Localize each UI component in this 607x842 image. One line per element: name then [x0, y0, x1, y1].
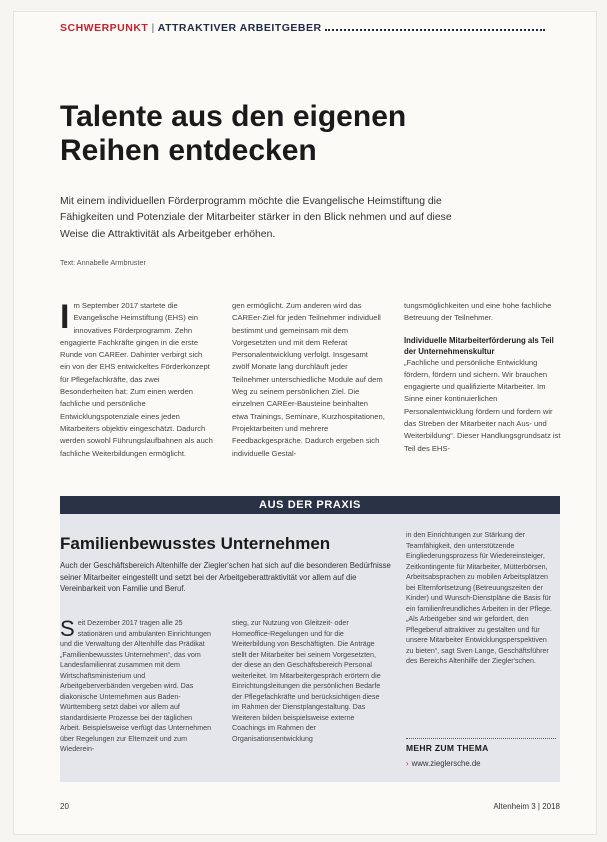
practice-column-2	[232, 618, 384, 780]
section-kicker	[60, 22, 322, 34]
practice-column-1-text: eit Dezember 2017 tragen alle 25 stationären und ambulanten Einrichtungen und die Verwaltung der Altenhilfe das Prädikat „Familienbewusstes Unternehmen“, das vom Landesfamilienrat zusammen mit dem Wirtschaftsministerium und Arbeitgeberverbänden vergeben wird. Das diakonische Unternehmen aus Baden-Württemberg setzt dabei vor allem auf standardisierte Prozesse bei der täglichen Arbeit. Beispielsweise verfügt das Unternehmen über Regelungen zur Elternzeit und zum Wiederein-	[60, 619, 212, 753]
article-column-3	[404, 300, 564, 478]
practice-lead: Auch der Geschäftsbereich Altenhilfe der Ziegler'schen hat sich auf die besonderen Bedürfnisse seiner Mitarbeiter eingestellt und setzt bei der Arbeitgeberattraktivität vor allem auf die Vereinbarkeit von Familie und Beruf.	[60, 561, 391, 594]
practice-column-2-text: stieg, zur Nutzung von Gleitzeit- oder Homeoffice-Regelungen und für die Weiterbildung von Beschäftigten. Die Anträge stellt der Mitarbeiter bei seinem Vorgesetzten, der diese an den Geschäftsbereich Personal weiterleitet. Im Mitarbeitergespräch erörtern die Einrichtungsleitungen die persönlichen Bedarfe der Pflegefachkräfte und berücksichtigen diese im Rahmen der Dienstplangestaltung. Das Weiteren bilden beispielsweise externe Coachings im Rahmen der Organisationsentwicklung	[232, 619, 381, 743]
arrow-right-icon: ›	[406, 759, 409, 768]
topic-label: ATTRAKTIVER ARBEITGEBER	[157, 22, 322, 34]
practice-banner-label: AUS DER PRAXIS	[259, 499, 361, 511]
practice-column-3	[406, 530, 556, 740]
article-lead: Mit einem individuellen Förderprogramm möchte die Evangelische Heimstiftung die Fähigkeiten und Potenziale der Mitarbeiter stärker in den Blick nehmen und auf diese Weise die Attraktivität als Arbeitgeber erhöhen.	[60, 196, 452, 240]
kicker-separator: |	[151, 22, 155, 34]
kicker-dotted-rule	[325, 29, 545, 31]
column-3-text: tungsmöglichkeiten und eine hohe fachliche Betreuung der Teilnehmer.	[404, 301, 552, 323]
section-label: SCHWERPUNKT	[60, 22, 149, 34]
article-column-1	[60, 300, 213, 478]
column-2-text: gen ermöglicht. Zum anderen wird das CAREer-Ziel für jeden Teilnehmer individuell bestimmt und gemeinsam mit dem Vorgesetzten und mit dem Referat Personalentwicklung verfolgt. Insgesamt zwölf Monate lang durchläuft jeder Teilnehmer unterschiedliche Module auf dem Weg zu seinem persönlichen Ziel. Die einzelnen CAREer-Bausteine beinhalten etwa Trainings, Seminare, Kurzhospitationen, Projektarbeiten und mehrere Feedbackgespräche. Dadurch ergeben sich individuelle Gestal-	[232, 301, 385, 458]
article-title: Talente aus den eigenen Reihen entdecken	[60, 100, 407, 167]
page-number: 20	[60, 802, 69, 811]
practice-title: Familienbewusstes Unternehmen	[60, 534, 331, 553]
issue-label: Altenheim 3 | 2018	[493, 802, 560, 811]
more-on-topic-url[interactable]: www.zieglersche.de	[411, 759, 481, 768]
more-on-topic	[406, 738, 556, 768]
author-credit: Text: Annabelle Armbruster	[60, 258, 146, 267]
column-3-subheading: Individuelle Mitarbeiterförderung als Teil der Unternehmenskultur	[404, 335, 554, 356]
practice-column-1	[60, 618, 212, 780]
practice-banner	[60, 496, 560, 514]
more-on-topic-title: MEHR ZUM THEMA	[406, 743, 489, 753]
more-on-topic-link[interactable]	[406, 759, 556, 768]
drop-cap: I	[60, 300, 70, 336]
practice-column-3-text: in den Einrichtungen zur Stärkung der Teamfähigkeit, den unterstützende Eingliederungsprozess für Wiedereinsteiger, Zeitkontingente für Mitarbeiter, Mütterbörsen, Arbeitsabsprachen zu mobilen Arbeitsplätzen bei Elternfortsetzung (Betreuungszeiten der Kinder) und Wunsch-Dienstpläne die Basis für ein familienfreundliches Arbeiten in der Pflege. „Als Arbeitgeber sind wir gefordert, den Pflegeberuf attraktiver zu gestalten und für unsere Mitarbeiter Entwicklungsperspektiven zu bieten“, sagt Sven Lange, Geschäftsführer des Bereichs Altenhilfe der Ziegler'schen.	[406, 531, 552, 665]
column-3-body: „Fachliche und persönliche Entwicklung fördern, fördern und sichern. Wir brauchen engagierte und qualifizierte Mitarbeiter. Im Sinne einer kontinuierlichen Personalentwicklung fördern und fordern wir das Streben der Mitarbeiter nach Aus- und Weiterbildung“. Dieser Handlungsgrundsatz ist Teil des EHS-	[404, 357, 561, 453]
column-1-text: m September 2017 startete die Evangelische Heimstiftung (EHS) ein innovatives Förderprogramm. Zehn engagierte Fachkräfte gingen in die erste Runde von CAREer. Dahinter verbirgt sich ein von der EHS entwickeltes Förderkonzept für Pflegefachkräfte, das zwei Besonderheiten hat: Zum einen werden fachliche und persönliche Entwicklungspotenziale eines jeden Mitarbeiters objektiv eingeschätzt. Dadurch werden sowohl Führungslaufbahnen als auch fachliche Weiterbildungen ermöglicht.	[60, 301, 213, 458]
page-footer	[60, 802, 560, 814]
article-column-2	[232, 300, 385, 478]
practice-drop-cap: S	[60, 618, 75, 641]
